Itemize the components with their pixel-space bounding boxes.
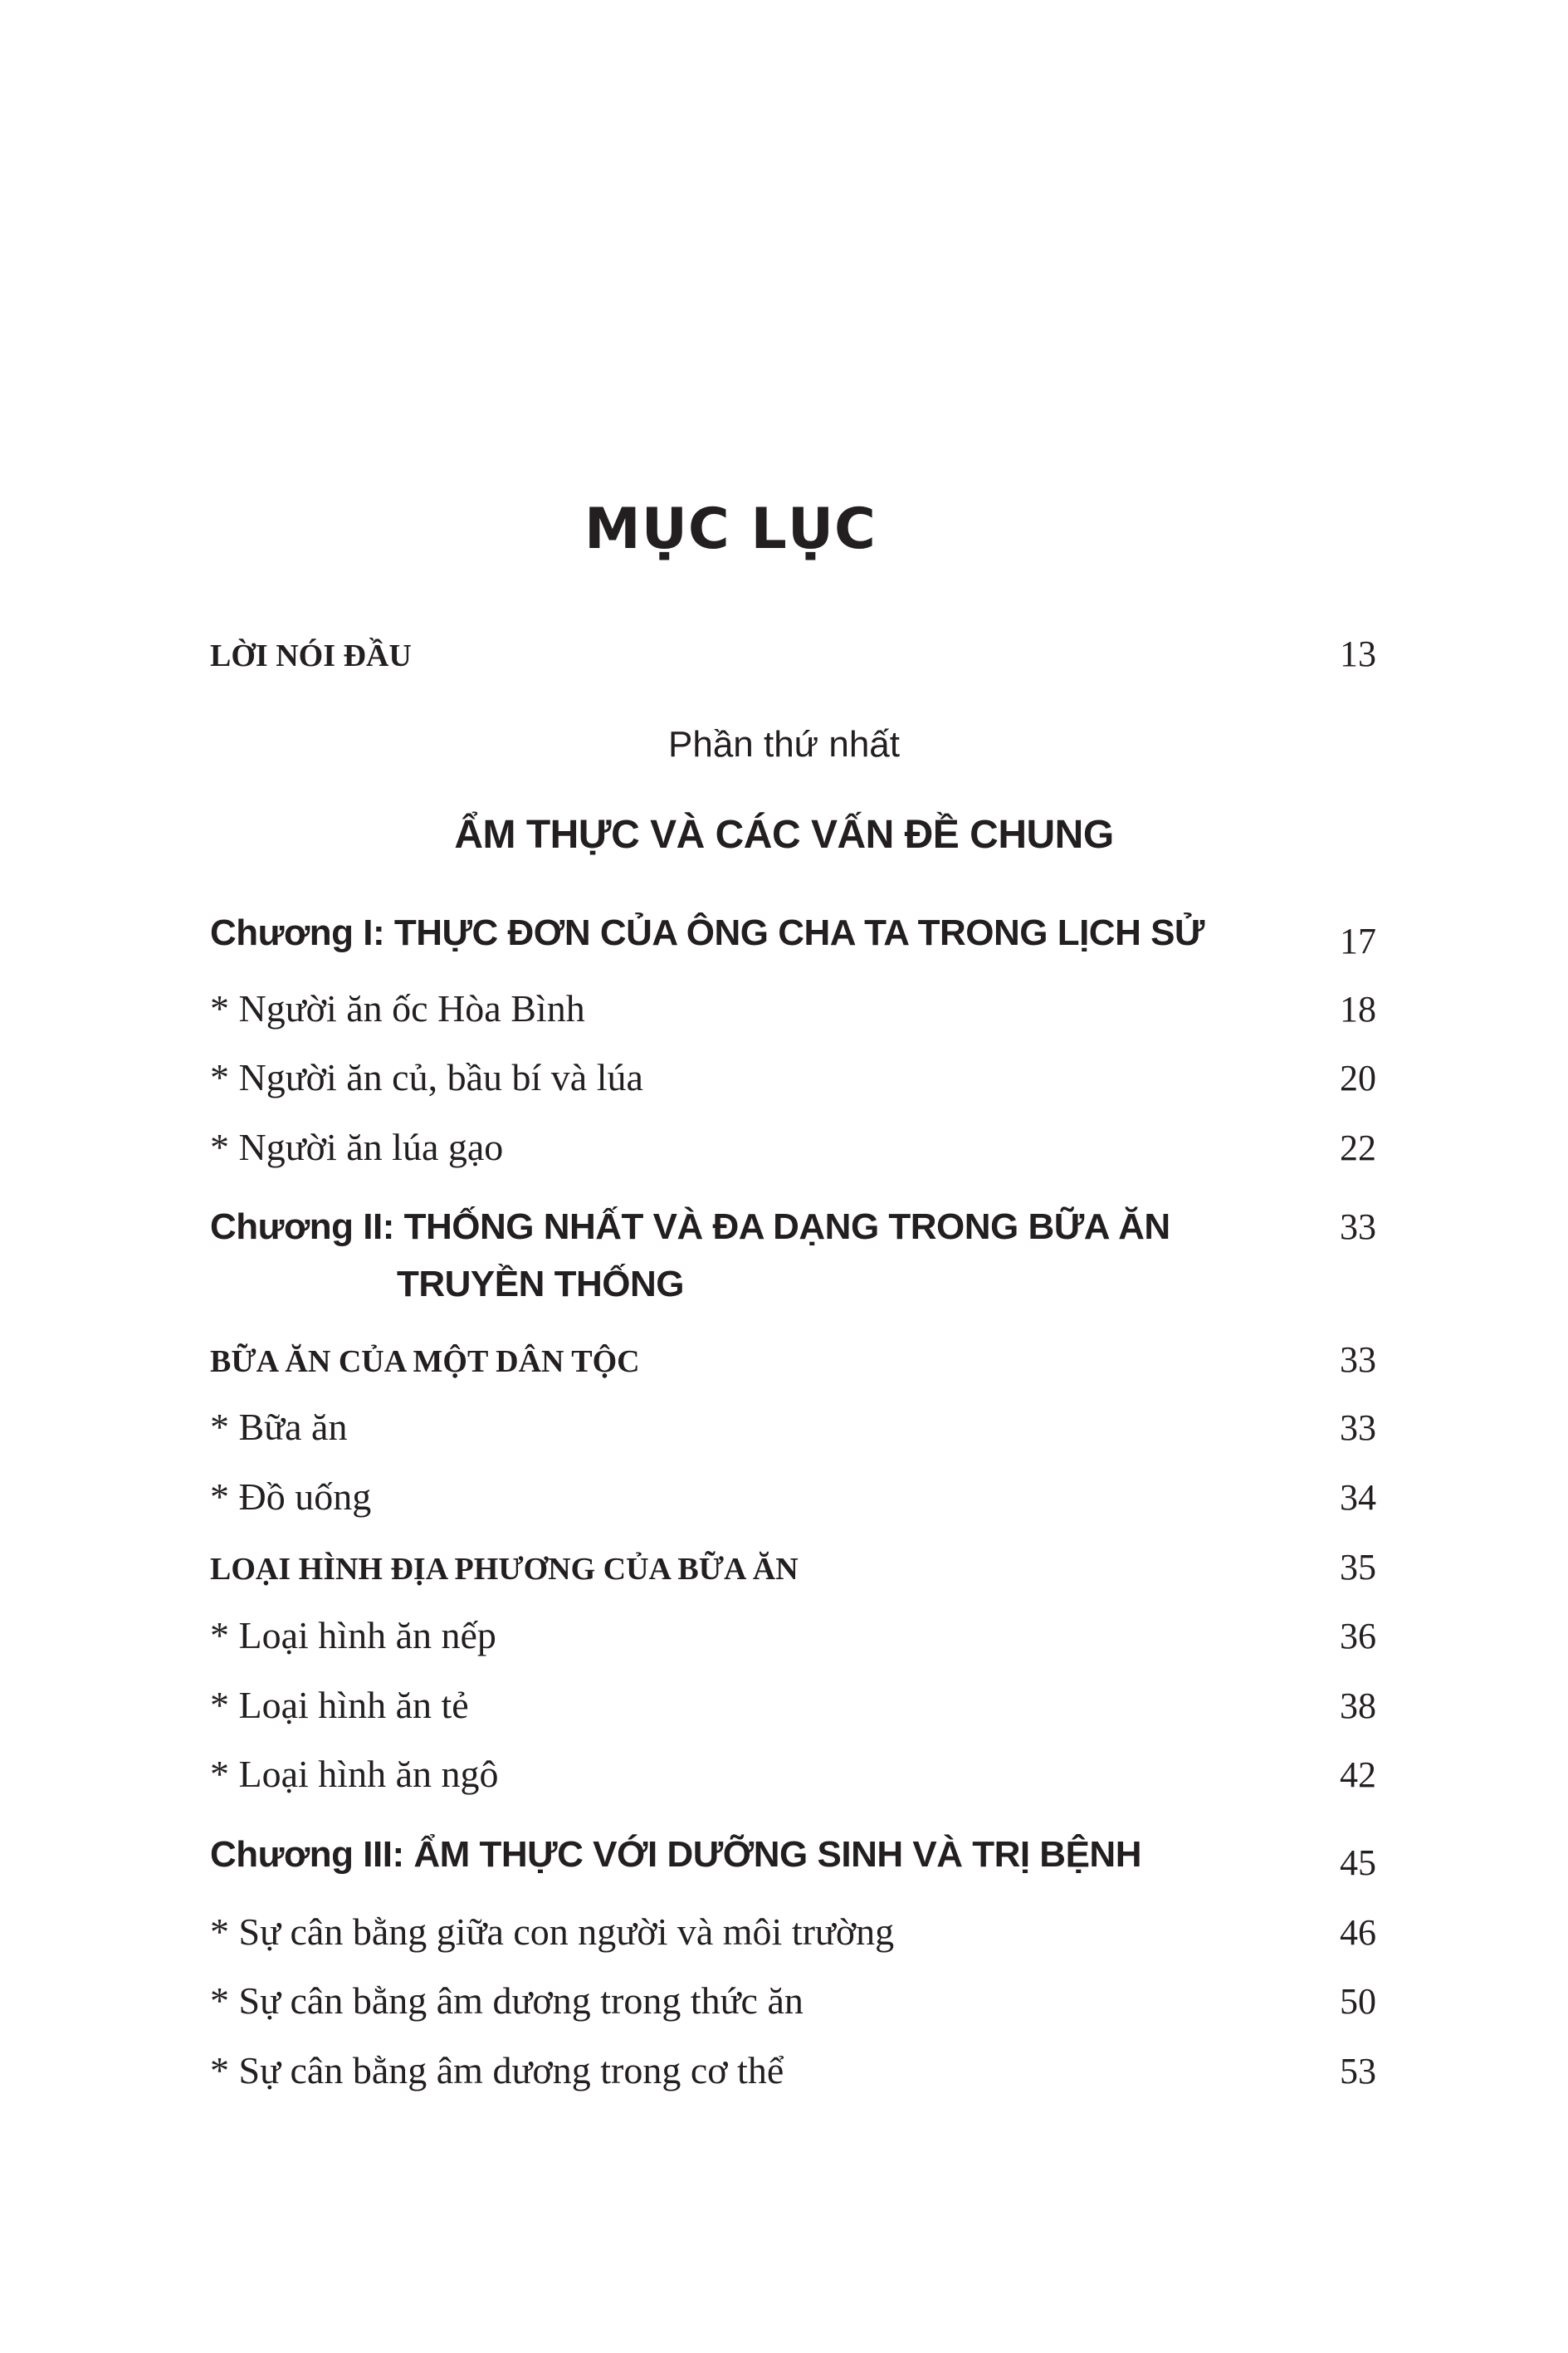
toc-entry-chapter-2[interactable] [210,1206,1376,1248]
toc-page-number: 50 [1340,1981,1376,2022]
toc-page-number: 33 [1340,1407,1376,1448]
toc-entry[interactable] [210,1979,1376,2023]
toc-entry-label: * Loại hình ăn nếp [210,1614,496,1656]
toc-entry-intro[interactable] [210,633,1376,675]
toc-entry-label: Chương I: THỰC ĐƠN CỦA ÔNG CHA TA TRONG LỊCH SỬ [210,912,1204,953]
toc-page-number: 35 [1340,1547,1376,1587]
toc-page-number: 20 [1340,1058,1376,1098]
toc-page-number: 18 [1340,989,1376,1030]
toc-entry-label-continuation: TRUYỀN THỐNG [397,1264,684,1304]
toc-entry[interactable] [210,1125,1376,1169]
toc-entry-label: * Sự cân bằng giữa con người và môi trường [210,1910,895,1953]
toc-entry-label: * Loại hình ăn ngô [210,1753,499,1795]
toc-page-number: 36 [1340,1616,1376,1656]
toc-page-number: 53 [1340,2051,1376,2091]
toc-entry-label: LỜI NÓI ĐẦU [210,638,412,673]
toc-entry-section[interactable] [210,1546,1376,1588]
toc-page-number: 38 [1340,1685,1376,1726]
part-subtitle: Phần thứ nhất [668,724,900,765]
toc-entry[interactable] [210,1055,1376,1099]
toc-entry[interactable] [210,1910,1376,1954]
toc-page-number: 33 [1340,1339,1376,1380]
toc-entry-section[interactable] [210,1338,1376,1381]
toc-entry[interactable] [210,1405,1376,1449]
toc-entry-label: * Người ăn củ, bầu bí và lúa [210,1056,643,1098]
toc-entry-label: LOẠI HÌNH ĐỊA PHƯƠNG CỦA BỮA ĂN [210,1552,799,1587]
toc-entry[interactable] [210,2048,1376,2092]
toc-entry-label: * Loại hình ăn tẻ [210,1684,469,1726]
toc-entry[interactable] [210,1475,1376,1519]
toc-entry-label: Chương III: ẨM THỰC VỚI DƯỠNG SINH VÀ TRỊ BỆNH [210,1834,1141,1875]
toc-entry[interactable] [210,1752,1376,1796]
toc-page-number: 33 [1340,1206,1376,1247]
page-title: MỤC LỤC [584,497,877,562]
toc-entry-chapter-1[interactable] [210,912,1376,961]
toc-entry-label: Chương II: THỐNG NHẤT VÀ ĐA DẠNG TRONG BỮA ĂN [210,1206,1170,1247]
toc-entry-label: * Sự cân bằng âm dương trong cơ thể [210,2049,784,2091]
toc-entry[interactable] [210,1683,1376,1727]
toc-page-number: 46 [1340,1912,1376,1953]
toc-page-number: 34 [1340,1477,1376,1518]
toc-entry-label: * Người ăn lúa gạo [210,1126,504,1168]
toc-entry-chapter-3[interactable] [210,1833,1376,1883]
toc-entry-label: * Người ăn ốc Hòa Bình [210,987,585,1030]
toc-entry-label: * Bữa ăn [210,1406,348,1448]
toc-entry-label: * Sự cân bằng âm dương trong thức ăn [210,1979,804,2022]
toc-page-number: 17 [1340,921,1376,961]
toc-entry[interactable] [210,1613,1376,1657]
toc-entry-label: BỮA ĂN CỦA MỘT DÂN TỘC [210,1344,640,1379]
part-title: ẨM THỰC VÀ CÁC VẤN ĐỀ CHUNG [454,813,1114,857]
toc-page-number: 22 [1340,1128,1376,1168]
toc-page-number: 45 [1340,1842,1376,1883]
toc-page-number: 42 [1340,1754,1376,1795]
toc-page-number: 13 [1340,634,1376,674]
toc-entry-label: * Đồ uống [210,1475,372,1518]
toc-entry[interactable] [210,986,1376,1030]
